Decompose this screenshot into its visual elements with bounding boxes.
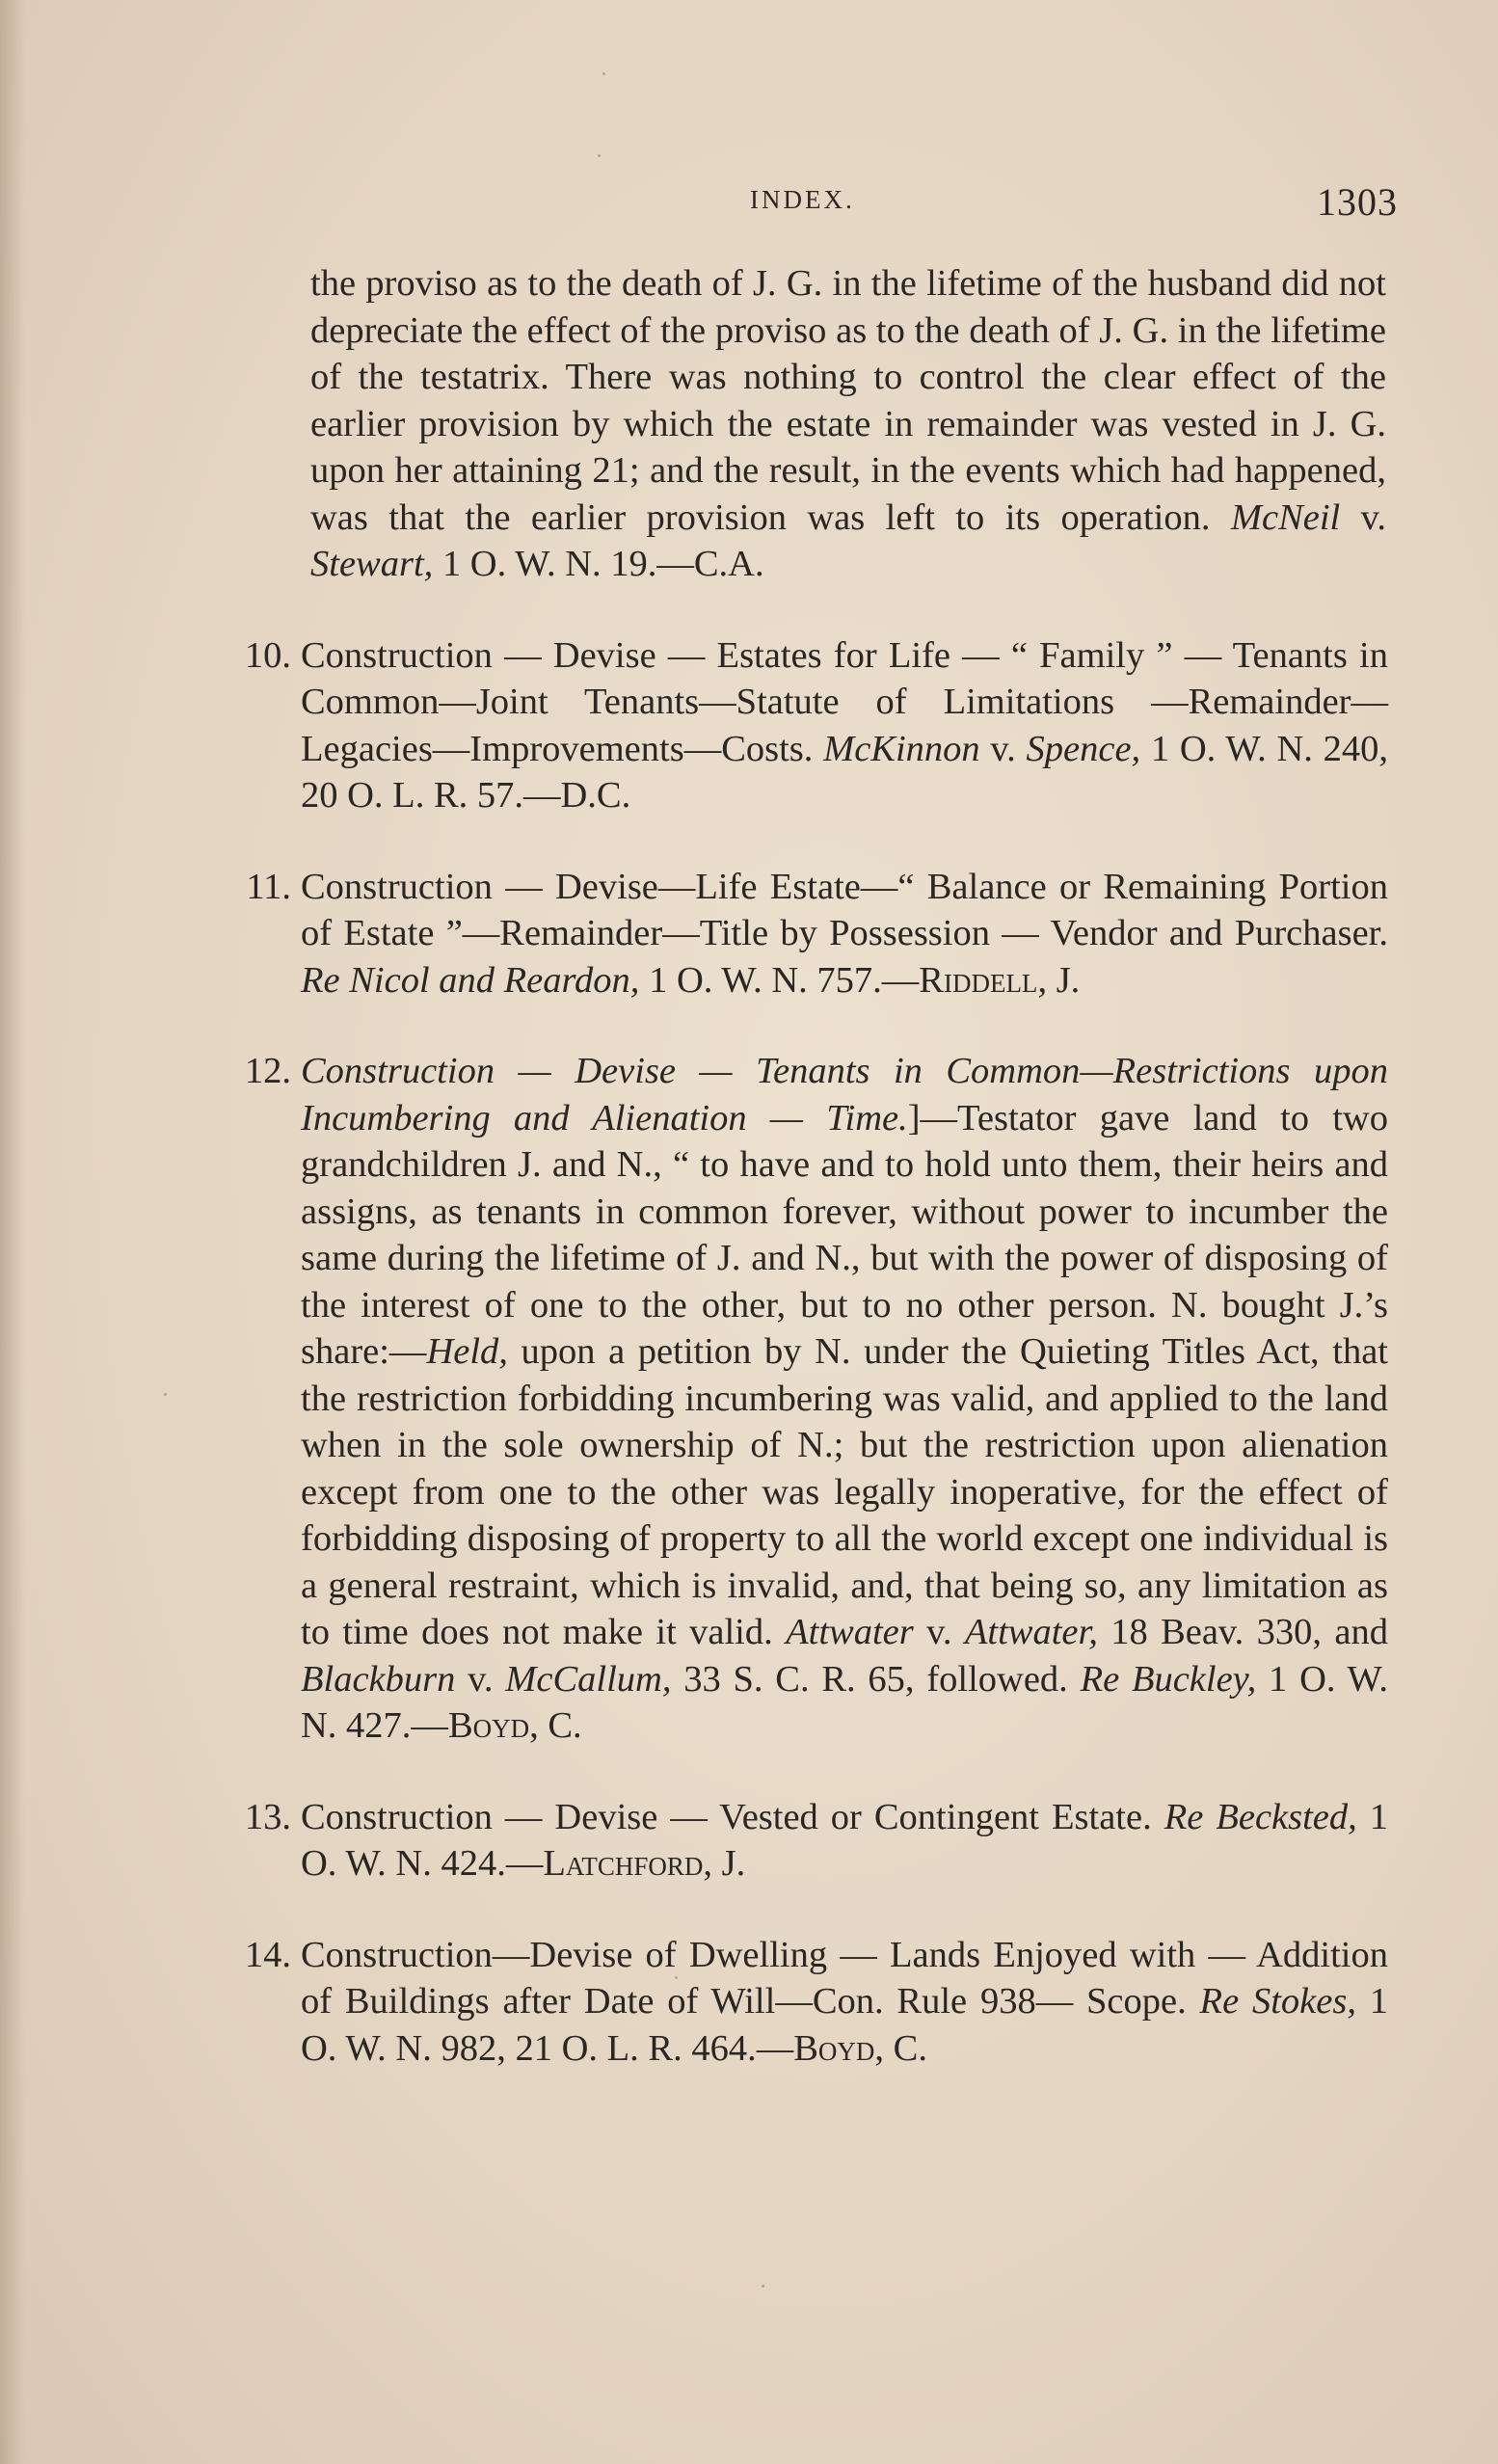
citation: 1 O. W. N. 19.—C.A. <box>441 544 764 584</box>
versus: v. <box>468 1658 494 1700</box>
entry-headnote: Construction—Devise of Dwelling — Lands Enjoyed with — Addition of Buildings after Date of Will—Con. Rule 938— Scope. <box>301 1934 1388 2022</box>
versus: v. <box>1360 496 1387 538</box>
entry-number: 14. <box>244 1934 291 1975</box>
case-name: Re Stokes, <box>1199 1981 1356 2022</box>
paper-speck <box>602 72 605 75</box>
entry-text <box>301 1794 1388 1888</box>
versus: v. <box>990 728 1016 769</box>
running-head <box>289 180 1398 233</box>
entry-text <box>301 632 1388 819</box>
entry-text <box>301 1048 1388 1750</box>
case-name: Re Nicol and Reardon, <box>301 959 640 1001</box>
entry-text <box>301 1932 1388 2073</box>
judge-suffix: , C. <box>874 2027 927 2069</box>
paper-speck <box>762 2285 764 2288</box>
case-name: McNeil <box>1230 496 1341 538</box>
running-head-title: INDEX. <box>750 185 855 214</box>
citation: 33 S. C. R. 65, followed. <box>683 1658 1068 1700</box>
page-number: 1303 <box>1317 180 1398 224</box>
entry-headnote: Construction — Devise—Life Estate—“ Balance or Remaining Portion of Estate ”—Remainder—Title by Possession — Vendor and Purchaser. <box>301 866 1388 953</box>
entry-headnote: Construction — Devise — Estates for Life — “ Family ” — Tenants in Common—Joint Tenants—Statute of Limitations —Remainder—Legacies—Improvements—Costs. <box>301 634 1388 769</box>
citation: 18 Beav. 330, and <box>1110 1612 1389 1652</box>
index-entry-12 <box>193 1048 1388 1750</box>
index-entry-13 <box>193 1794 1388 1888</box>
case-name: Re Buckley, <box>1080 1658 1257 1700</box>
judge-suffix: , C. <box>529 1705 582 1746</box>
judge-name: Boyd <box>793 2027 875 2069</box>
entry-headnote: Construction — Devise — Tenants in Common—Restrictions upon Incumbering and Alienation — Time. <box>301 1051 1388 1138</box>
citation: 1 O. W. N. 240, 20 O. L. R. 57.—D.C. <box>301 728 1389 816</box>
entry-headnote: Construction — Devise — Vested or Contingent Estate. <box>301 1796 1152 1837</box>
citation: 1 O. W. N. 427.— <box>301 1658 1388 1746</box>
page-edge-shadow <box>0 0 25 2464</box>
citation: 1 O. W. N. 982, 21 O. L. R. 464.— <box>301 1981 1389 2069</box>
case-name: McKinnon <box>823 728 980 769</box>
citation: 1 O. W. N. 424.— <box>301 1796 1389 1884</box>
index-entry-11 <box>193 864 1388 1004</box>
judge-name: Boyd <box>447 1705 530 1746</box>
case-name: Attwater <box>786 1612 914 1652</box>
paper-speck <box>164 1393 167 1396</box>
continued-entry <box>310 260 1386 588</box>
case-name: Attwater, <box>964 1612 1098 1652</box>
judge-suffix: , J. <box>703 1843 746 1884</box>
judge-name: Latchford <box>543 1843 704 1884</box>
entry-number: 12. <box>244 1051 291 1091</box>
citation: 1 O. W. N. 757.— <box>649 959 920 1001</box>
entry-body: upon a petition by N. under the Quieting Titles Act, that the restriction forbidding incumbering was valid, and applied to the land when in the sole ownership of N.; but the restriction upon alienation except from one to the other was legally inoperative, for the effect of forbidding disposing of property to all the world except one individual is a general restraint, which is invalid, and, that being so, any limitation as to time does not make it valid. <box>301 1331 1388 1652</box>
entry-number: 11. <box>246 866 291 907</box>
case-name: Re Becksted, <box>1164 1796 1357 1837</box>
case-name: Spence, <box>1026 728 1141 769</box>
index-body <box>193 260 1388 2072</box>
versus: v. <box>926 1612 952 1652</box>
judge-name: Riddell <box>919 959 1038 1001</box>
case-name: Stewart, <box>310 544 434 584</box>
index-entry-14 <box>193 1932 1388 2073</box>
case-name: Blackburn <box>301 1658 456 1700</box>
entry-number: 13. <box>244 1796 291 1837</box>
held-label: Held, <box>426 1331 508 1372</box>
paper-speck <box>598 154 601 157</box>
index-entry-10 <box>193 632 1388 819</box>
case-name: McCallum, <box>505 1658 672 1700</box>
judge-suffix: , J. <box>1037 959 1081 1001</box>
entry-text <box>301 864 1388 1004</box>
entry-number: 10. <box>244 634 291 676</box>
continued-entry-text: the proviso as to the death of J. G. in the lifetime of the husband did not depreciate the effect of the proviso as to the death of J. G. in the lifetime of the testatrix. There was nothing to control the clear effect of the earlier provision by which the estate in remainder was vested in J. G. upon her attaining 21; and the result, in the events which had happened, was that the earlier provision was left to its operation. <box>310 263 1386 538</box>
entry-body: ]—Testator gave land to two grandchildren J. and N., “ to have and to hold unto them, their heirs and assigns, as tenants in common forever, without power to incumber the same during the lifetime of J. and N., but with the power of disposing of the interest of one to the other, but to no other person. N. bought J.’s share:— <box>301 1097 1388 1372</box>
